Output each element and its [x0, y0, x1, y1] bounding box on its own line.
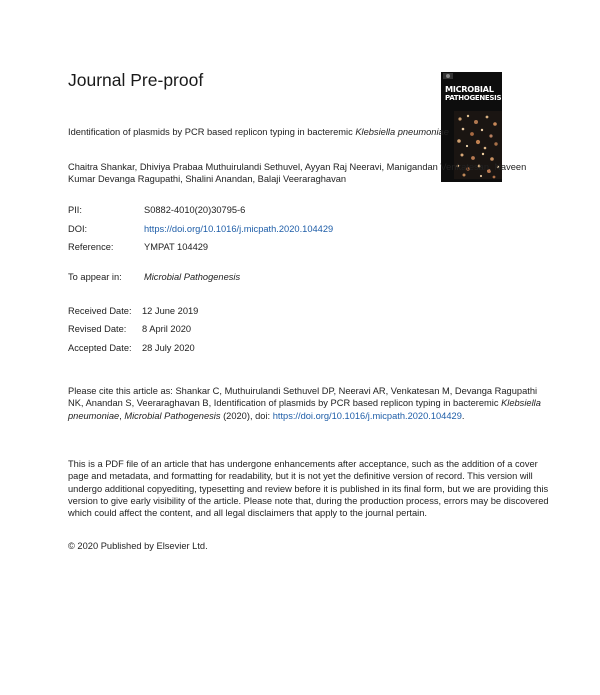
article-title-text: Identification of plasmids by PCR based replicon typing in bacteremic [68, 127, 356, 137]
citation-year: (2020), doi: [220, 410, 273, 421]
citation-species: Klebsiella pneumoniae [68, 398, 541, 421]
received-value: 12 June 2019 [142, 306, 199, 316]
citation-journal: Microbial Pathogenesis [124, 410, 221, 421]
pre-proof-notice: This is a PDF file of an article that has undergone enhancements after acceptance, such as the addition of a cover page and metadata, and formatting for readability, but it is not yet the definitive version of record. This version will undergo additional copyediting, typesetting and review before it is published in its final form, but we are providing this version to give early visibility of the article. Please note that, during the production process, errors may be discovered which could affect the content, and all legal disclaimers that apply to the journal pertain. [68, 459, 549, 519]
article-title [68, 126, 548, 138]
citation-paragraph [68, 385, 550, 422]
copyright-notice: © 2020 Published by Elsevier Ltd. [68, 541, 208, 551]
revised-value: 8 April 2020 [142, 324, 192, 334]
accepted-value: 28 July 2020 [142, 343, 195, 353]
accepted-label: Accepted Date: [68, 343, 132, 353]
reference-label: Reference: [68, 242, 114, 252]
cover-journal-name [445, 85, 501, 103]
doi-label: DOI: [68, 224, 88, 234]
revised-label: Revised Date: [68, 324, 127, 334]
citation-text: Please cite this article as: Shankar C, Muthuirulandi Sethuvel DP, Neeravi AR, Venkatesan M, Devanga Ragupathi NK, Anandan S, Veeraraghavan B, Identification of plasmids by PCR based replicon typing in bacteremic [68, 386, 538, 409]
cover-journal-line2: PATHOGENESIS [445, 94, 502, 102]
reference-value: YMPAT 104429 [144, 242, 209, 252]
appear-value: Microbial Pathogenesis [144, 272, 241, 282]
elsevier-logo-icon [443, 73, 453, 79]
doi-link[interactable]: https://doi.org/10.1016/j.micpath.2020.104429 [144, 224, 334, 234]
appear-label: To appear in: [68, 272, 122, 282]
pii-label: PII: [68, 205, 82, 215]
pii-value: S0882-4010(20)30795-6 [144, 205, 246, 215]
citation-doi-link[interactable]: https://doi.org/10.1016/j.micpath.2020.104429 [272, 410, 462, 421]
page-title: Journal Pre-proof [68, 70, 204, 90]
cover-journal-line1: MICROBIAL [445, 84, 494, 94]
citation-end: . [461, 410, 465, 421]
received-label: Received Date: [68, 306, 132, 316]
article-authors: Chaitra Shankar, Dhiviya Prabaa Muthuirulandi Sethuvel, Ayyan Raj Neeravi, Manigandan Venkatesan, Naveen Kumar Devanga Ragupathi, Shalini Anandan, Balaji Veeraraghavan [68, 162, 527, 185]
article-title-species: Klebsiella pneumoniae [355, 127, 449, 137]
citation-separator: , [119, 410, 125, 421]
